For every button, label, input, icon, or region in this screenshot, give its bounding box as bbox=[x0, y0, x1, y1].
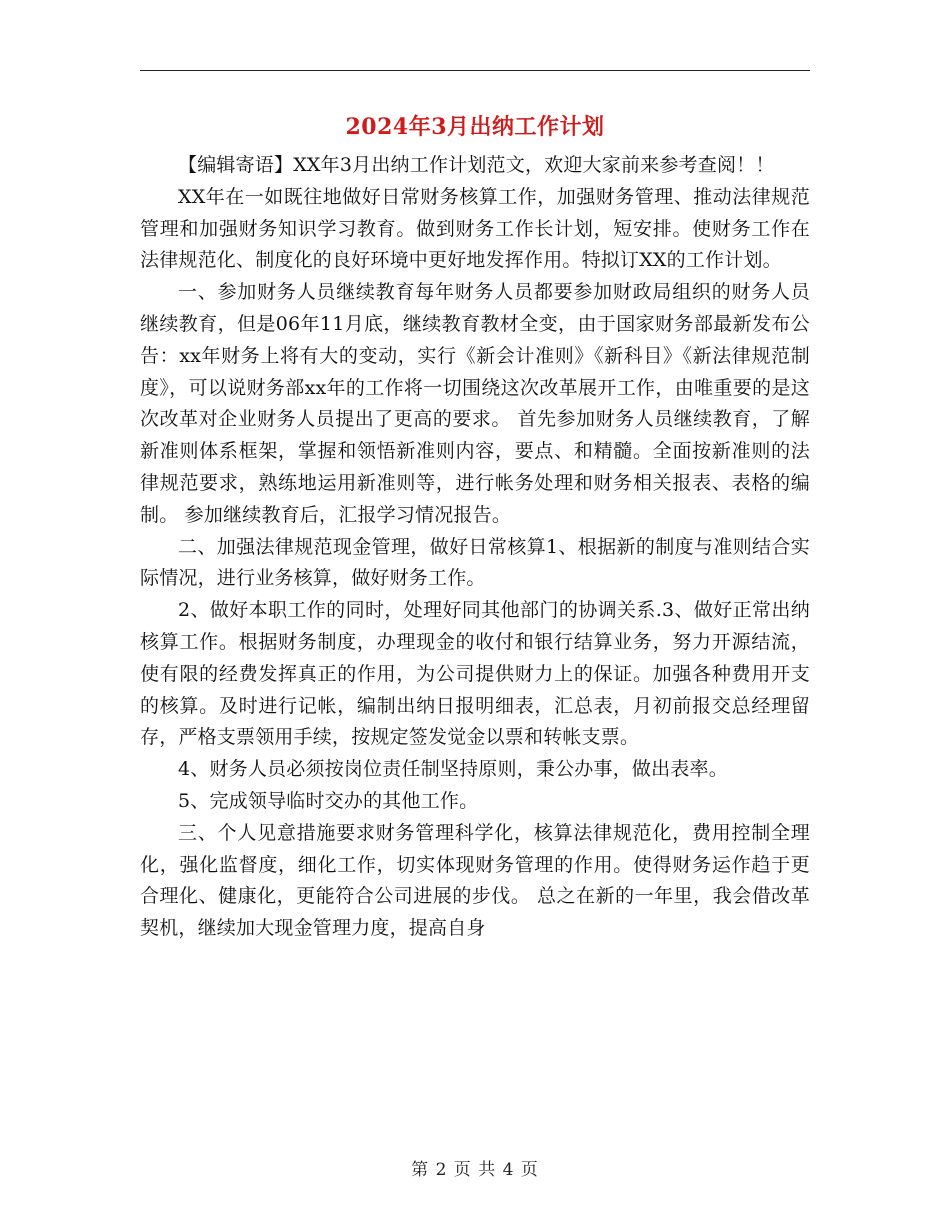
paragraph-editor-note: 【编辑寄语】XX年3月出纳工作计划范文，欢迎大家前来参考查阅！！ bbox=[178, 154, 775, 176]
paragraph-intro: XX年在一如既往地做好日常财务核算工作，加强财务管理、推动法律规范管理和加强财务知识学习教育。做到财务工作长计划，短安排。使财务工作在法律规范化、制度化的良好环境中更好地发挥作用。特拟订XX的工作计划。 bbox=[140, 185, 810, 272]
paragraph-section-3: 三、个人见意措施要求财务管理科学化，核算法律规范化，费用控制全理化，强化监督度，细化工作，切实体现财务管理的作用。使得财务运作趋于更合理化、健康化，更能符合公司进展的步伐。 总之在新的一年里，我会借改革契机，继续加大现金管理力度，提高自身 bbox=[140, 821, 810, 940]
paragraph-section-1: 一、参加财务人员继续教育每年财务人员都要参加财政局组织的财务人员继续教育，但是06年11月底，继续教育教材全变，由于国家财务部最新发布公告：xx年财务上将有大的变动，实行《新会计准则》《新科目》《新法律规范制度》，可以说财务部xx年的工作将一切围绕这次改革展开工作，由唯重要的是这次改革对企业财务人员提出了更高的要求。 首先参加财务人员继续教育，了解新准则体系框架，掌握和领悟新准则内容，要点、和精髓。全面按新准则的法律规范要求，熟练地运用新准则等，进行帐务处理和财务相关报表、表格的编制。 参加继续教育后，汇报学习情况报告。 bbox=[140, 281, 810, 526]
paragraph-item-2-3: 2、做好本职工作的同时，处理好同其他部门的协调关系.3、做好正常出纳核算工作。根据财务制度，办理现金的收付和银行结算业务，努力开源结流，使有限的经费发挥真正的作用，为公司提供财力上的保证。加强各种费用开支的核算。及时进行记帐，编制出纳日报明细表，汇总表，月初前报交总经理留存，严格支票领用手续，按规定签发觉金以票和转帐支票。 bbox=[140, 599, 810, 749]
document-title: 2024年3月出纳工作计划 bbox=[345, 114, 605, 140]
paragraph-section-2: 二、加强法律规范现金管理，做好日常核算1、根据新的制度与准则结合实际情况，进行业务核算，做好财务工作。 bbox=[140, 535, 810, 590]
paragraph-item-5: 5、完成领导临时交办的其他工作。 bbox=[178, 789, 479, 812]
page-number-footer: 第 2 页 共 4 页 bbox=[411, 1160, 539, 1180]
header-rule bbox=[140, 70, 810, 71]
document-body bbox=[140, 150, 810, 945]
paragraph-item-4: 4、财务人员必须按岗位责任制坚持原则，秉公办事，做出表率。 bbox=[178, 758, 728, 781]
